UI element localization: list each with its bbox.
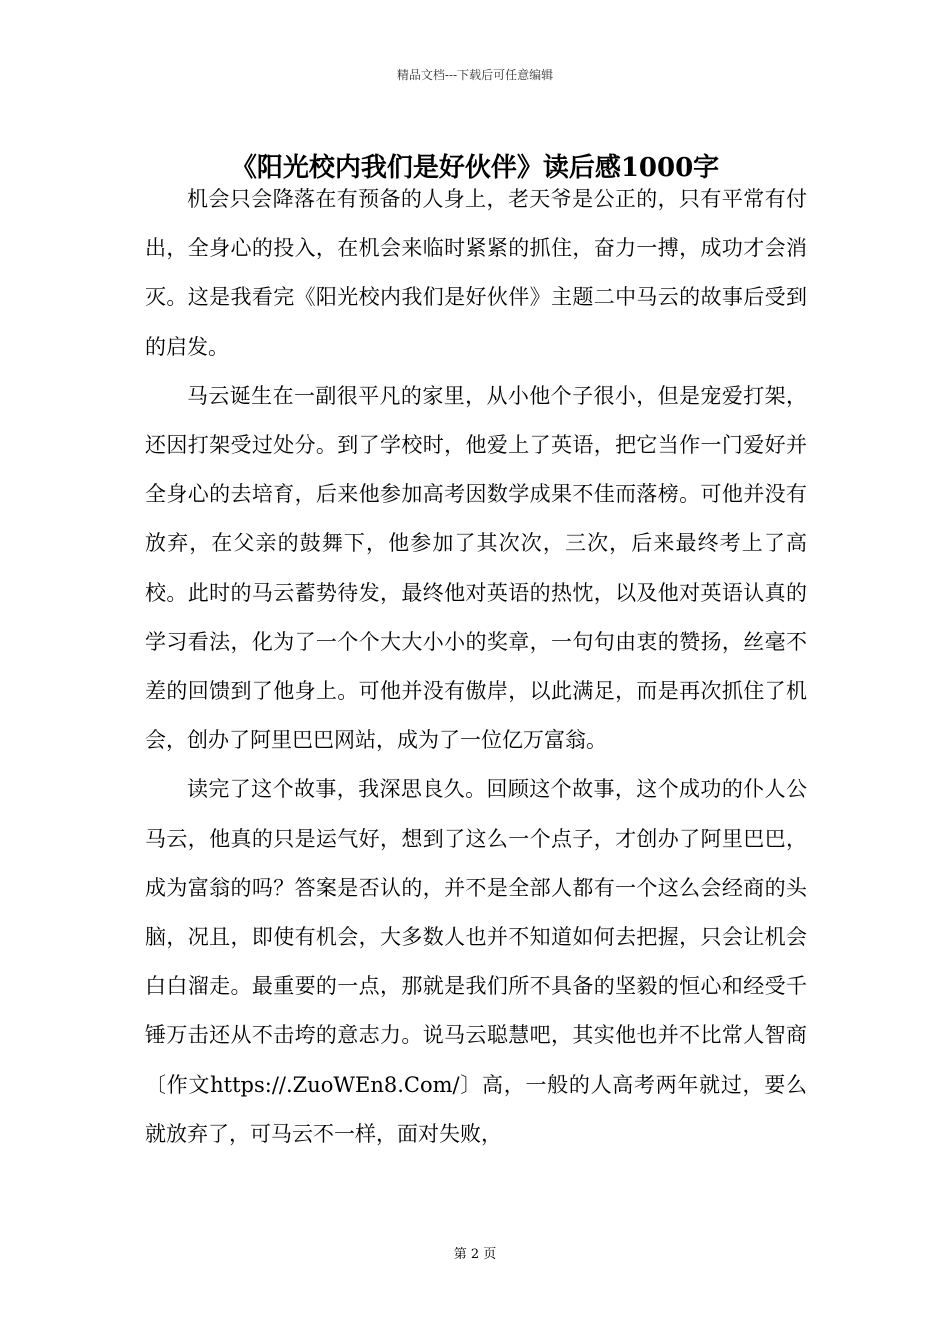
document-body <box>145 175 807 1159</box>
paragraph-3: 读完了这个故事，我深思良久。回顾这个故事，这个成功的仆人公马云，他真的只是运气好，想到了这么一个点子，才创办了阿里巴巴，成为富翁的吗？答案是否认的，并不是全部人都有一个这么会经商的头脑，况且，即使有机会，大多数人也并不知道如何去把握，只会让机会白白溜走。最重要的一点，那就是我们所不具备的坚毅的恒心和经受千锤万击还从不击垮的意志力。说马云聪慧吧，其实他也并不比常人智商〔作文https://.ZuoWEn8.Com/〕高，一般的人高考两年就过，要么就放弃了，可马云不一样，面对失败， <box>145 777 807 1146</box>
document-title: 《阳光校内我们是好伙伴》读后感1000字 <box>230 153 720 184</box>
paragraph-2: 马云诞生在一副很平凡的家里，从小他个子很小，但是宠爱打架，还因打架受过处分。到了学校时，他爱上了英语，把它当作一门爱好并全身心的去培育，后来他参加高考因数学成果不佳而落榜。可他并没有放弃，在父亲的鼓舞下，他参加了其次次，三次，后来最终考上了高校。此时的马云蓄势待发，最终他对英语的热忱，以及他对英语认真的学习看法，化为了一个个大大小小的奖章，一句句由衷的赞扬，丝毫不差的回馈到了他身上。可他并没有傲岸，以此满足，而是再次抓住了机会，创办了阿里巴巴网站，成为了一位亿万富翁。 <box>145 383 807 753</box>
paragraph-1: 机会只会降落在有预备的人身上，老天爷是公正的，只有平常有付出，全身心的投入，在机会来临时紧紧的抓住，奋力一搏，成功才会消灭。这是我看完《阳光校内我们是好伙伴》主题二中马云的故事后受到的启发。 <box>145 187 807 359</box>
page-number: 第 2 页 <box>453 1247 497 1262</box>
page-header: 精品文档---下载后可任意编辑 <box>396 68 554 82</box>
